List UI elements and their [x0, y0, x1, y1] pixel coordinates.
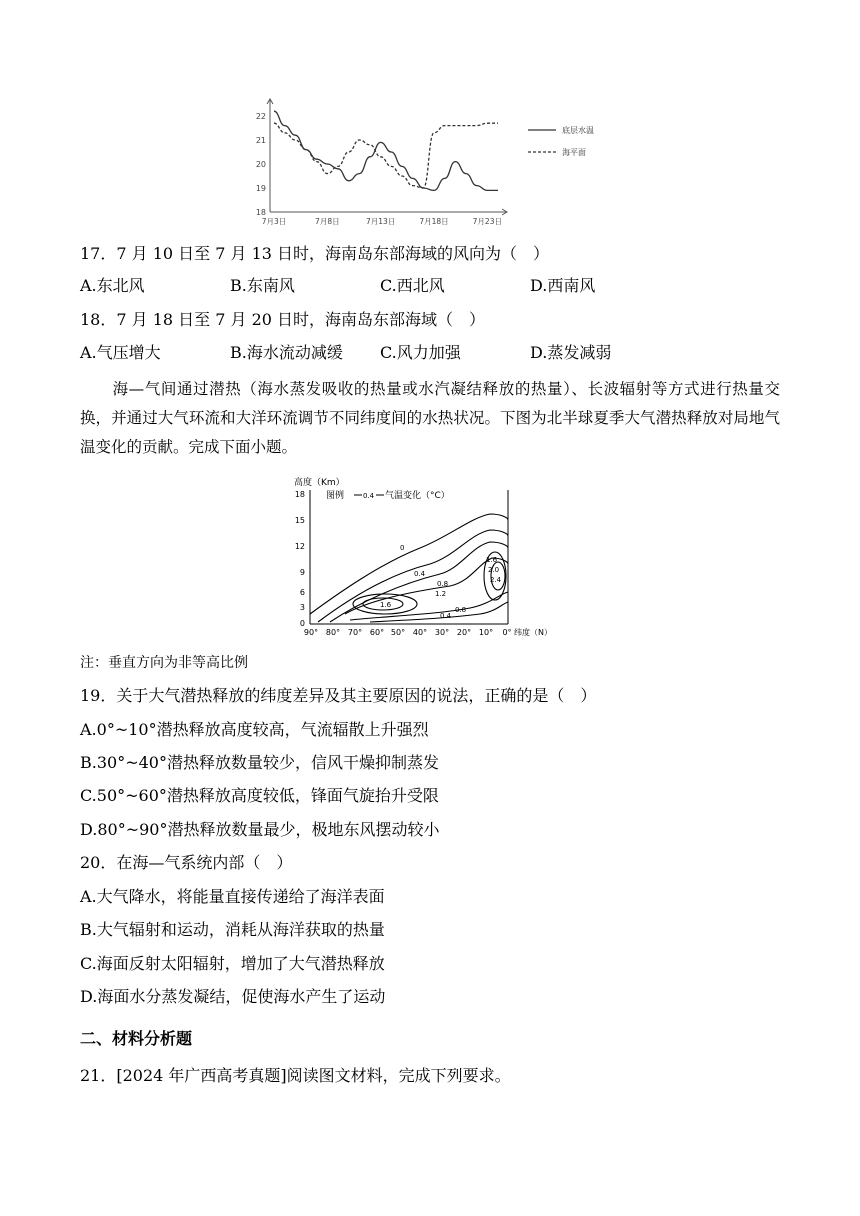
x-tick-label: 7月23日 [472, 217, 502, 226]
contour-label: 1.6 [380, 601, 392, 609]
q19-stem: 19．关于大气潜热释放的纬度差异及其主要原因的说法，正确的是（ ） [80, 686, 597, 705]
legend-prefix: 图例 [326, 491, 345, 501]
section-heading: 二、材料分析题 [80, 1029, 193, 1048]
q20-stem: 20．在海—气系统内部（ ） [80, 853, 293, 872]
contour-label: 0 [400, 544, 405, 552]
y-tick: 15 [294, 516, 305, 525]
chart2-ylabel: 高度（Km） [294, 478, 345, 488]
x-tick: 60° [369, 628, 385, 637]
passage [80, 375, 780, 462]
water-temp-sea-level-chart [250, 96, 610, 232]
y-tick-label: 18 [255, 208, 266, 217]
contour-label: 1.6 [486, 556, 498, 564]
x-tick: 80° [325, 628, 341, 637]
q17-option-c[interactable]: C.西北风 [380, 276, 445, 295]
contour-label: 0.4 [440, 612, 452, 620]
contour-lines [310, 514, 508, 622]
q17-stem: 17．7 月 10 日至 7 月 13 日时，海南岛东部海域的风向为（ ） [80, 244, 550, 263]
x-tick: 0° [502, 628, 512, 637]
y-tick-label: 22 [255, 112, 266, 121]
y-tick: 3 [299, 603, 305, 612]
legend-text: 气温变化（°C） [385, 491, 450, 501]
contour-label: 1.2 [435, 590, 447, 598]
x-tick: 20° [456, 628, 472, 637]
x-tick: 10° [478, 628, 494, 637]
contour-label: 2.4 [490, 576, 502, 584]
q20-option-d[interactable]: D.海面水分蒸发凝结，促使海水产生了运动 [80, 987, 386, 1006]
contour-label: 2.0 [488, 566, 500, 574]
q19-option-d[interactable]: D.80°~90°潜热释放数量最少，极地东风摆动较小 [80, 820, 440, 839]
q17-option-d[interactable]: D.西南风 [530, 276, 596, 295]
legend-label: 底层水温 [562, 126, 594, 135]
series-line-bottom-temp [274, 111, 498, 190]
x-tick: 90° [303, 628, 319, 637]
q18-option-a[interactable]: A.气压增大 [80, 343, 161, 362]
y-tick-label: 19 [255, 184, 266, 193]
x-tick-label: 7月13日 [366, 217, 396, 226]
y-tick-label: 20 [255, 160, 266, 169]
x-tick-label: 7月3日 [261, 217, 287, 226]
y-tick: 18 [294, 490, 305, 499]
q20-option-a[interactable]: A.大气降水，将能量直接传递给了海洋表面 [80, 887, 385, 906]
q17-option-a[interactable]: A.东北风 [80, 276, 145, 295]
q21-stem: 21．[2024 年广西高考真题]阅读图文材料，完成下列要求。 [80, 1066, 511, 1085]
q18-option-c[interactable]: C.风力加强 [380, 343, 461, 362]
x-tick: 30° [434, 628, 450, 637]
chart2-xlabel: 纬度（N） [514, 628, 552, 637]
contour-labels [380, 544, 502, 620]
contour-label: 0.8 [437, 580, 449, 588]
q18-option-d[interactable]: D.蒸发减弱 [530, 343, 612, 362]
q17-option-b[interactable]: B.东南风 [230, 276, 295, 295]
passage-text: 海—气间通过潜热（海水蒸发吸收的热量或水汽凝结释放的热量）、长波辐射等方式进行热量交换，并通过大气环流和大洋环流调节不同纬度间的水热状况。下图为北半球夏季大气潜热释放对局地气温变化的贡献。完成下面小题。 [80, 380, 780, 456]
y-tick: 9 [299, 568, 305, 577]
contour-label: 0.8 [455, 606, 467, 614]
x-tick: 50° [390, 628, 406, 637]
x-tick: 40° [412, 628, 428, 637]
y-tick: 0 [299, 619, 305, 628]
legend-sample: 0.4 [363, 492, 375, 500]
y-tick: 6 [299, 588, 305, 597]
chart2-legend [326, 489, 450, 501]
q19-option-b[interactable]: B.30°~40°潜热释放数量较少，信风干燥抑制蒸发 [80, 753, 439, 772]
series-line-sea-level [274, 123, 498, 188]
q20-option-c[interactable]: C.海面反射太阳辐射，增加了大气潜热释放 [80, 954, 385, 973]
q19-option-a[interactable]: A.0°~10°潜热释放高度较高，气流辐散上升强烈 [80, 720, 429, 739]
y-tick-label: 21 [255, 136, 266, 145]
latent-heat-contour-chart [290, 474, 580, 640]
contour-label: 0.4 [414, 570, 426, 578]
chart2-note: 注：垂直方向为非等高比例 [80, 655, 248, 671]
x-tick: 70° [347, 628, 363, 637]
q20-option-b[interactable]: B.大气辐射和运动，消耗从海洋获取的热量 [80, 920, 385, 939]
x-tick-label: 7月18日 [419, 217, 449, 226]
x-tick-label: 7月8日 [315, 217, 340, 226]
y-tick: 12 [294, 542, 305, 551]
legend-label: 海平面 [562, 148, 586, 157]
q18-option-b[interactable]: B.海水流动减缓 [230, 343, 343, 362]
q18-stem: 18．7 月 18 日至 7 月 20 日时，海南岛东部海域（ ） [80, 310, 486, 329]
q19-option-c[interactable]: C.50°~60°潜热释放高度较低，锋面气旋抬升受限 [80, 786, 439, 805]
